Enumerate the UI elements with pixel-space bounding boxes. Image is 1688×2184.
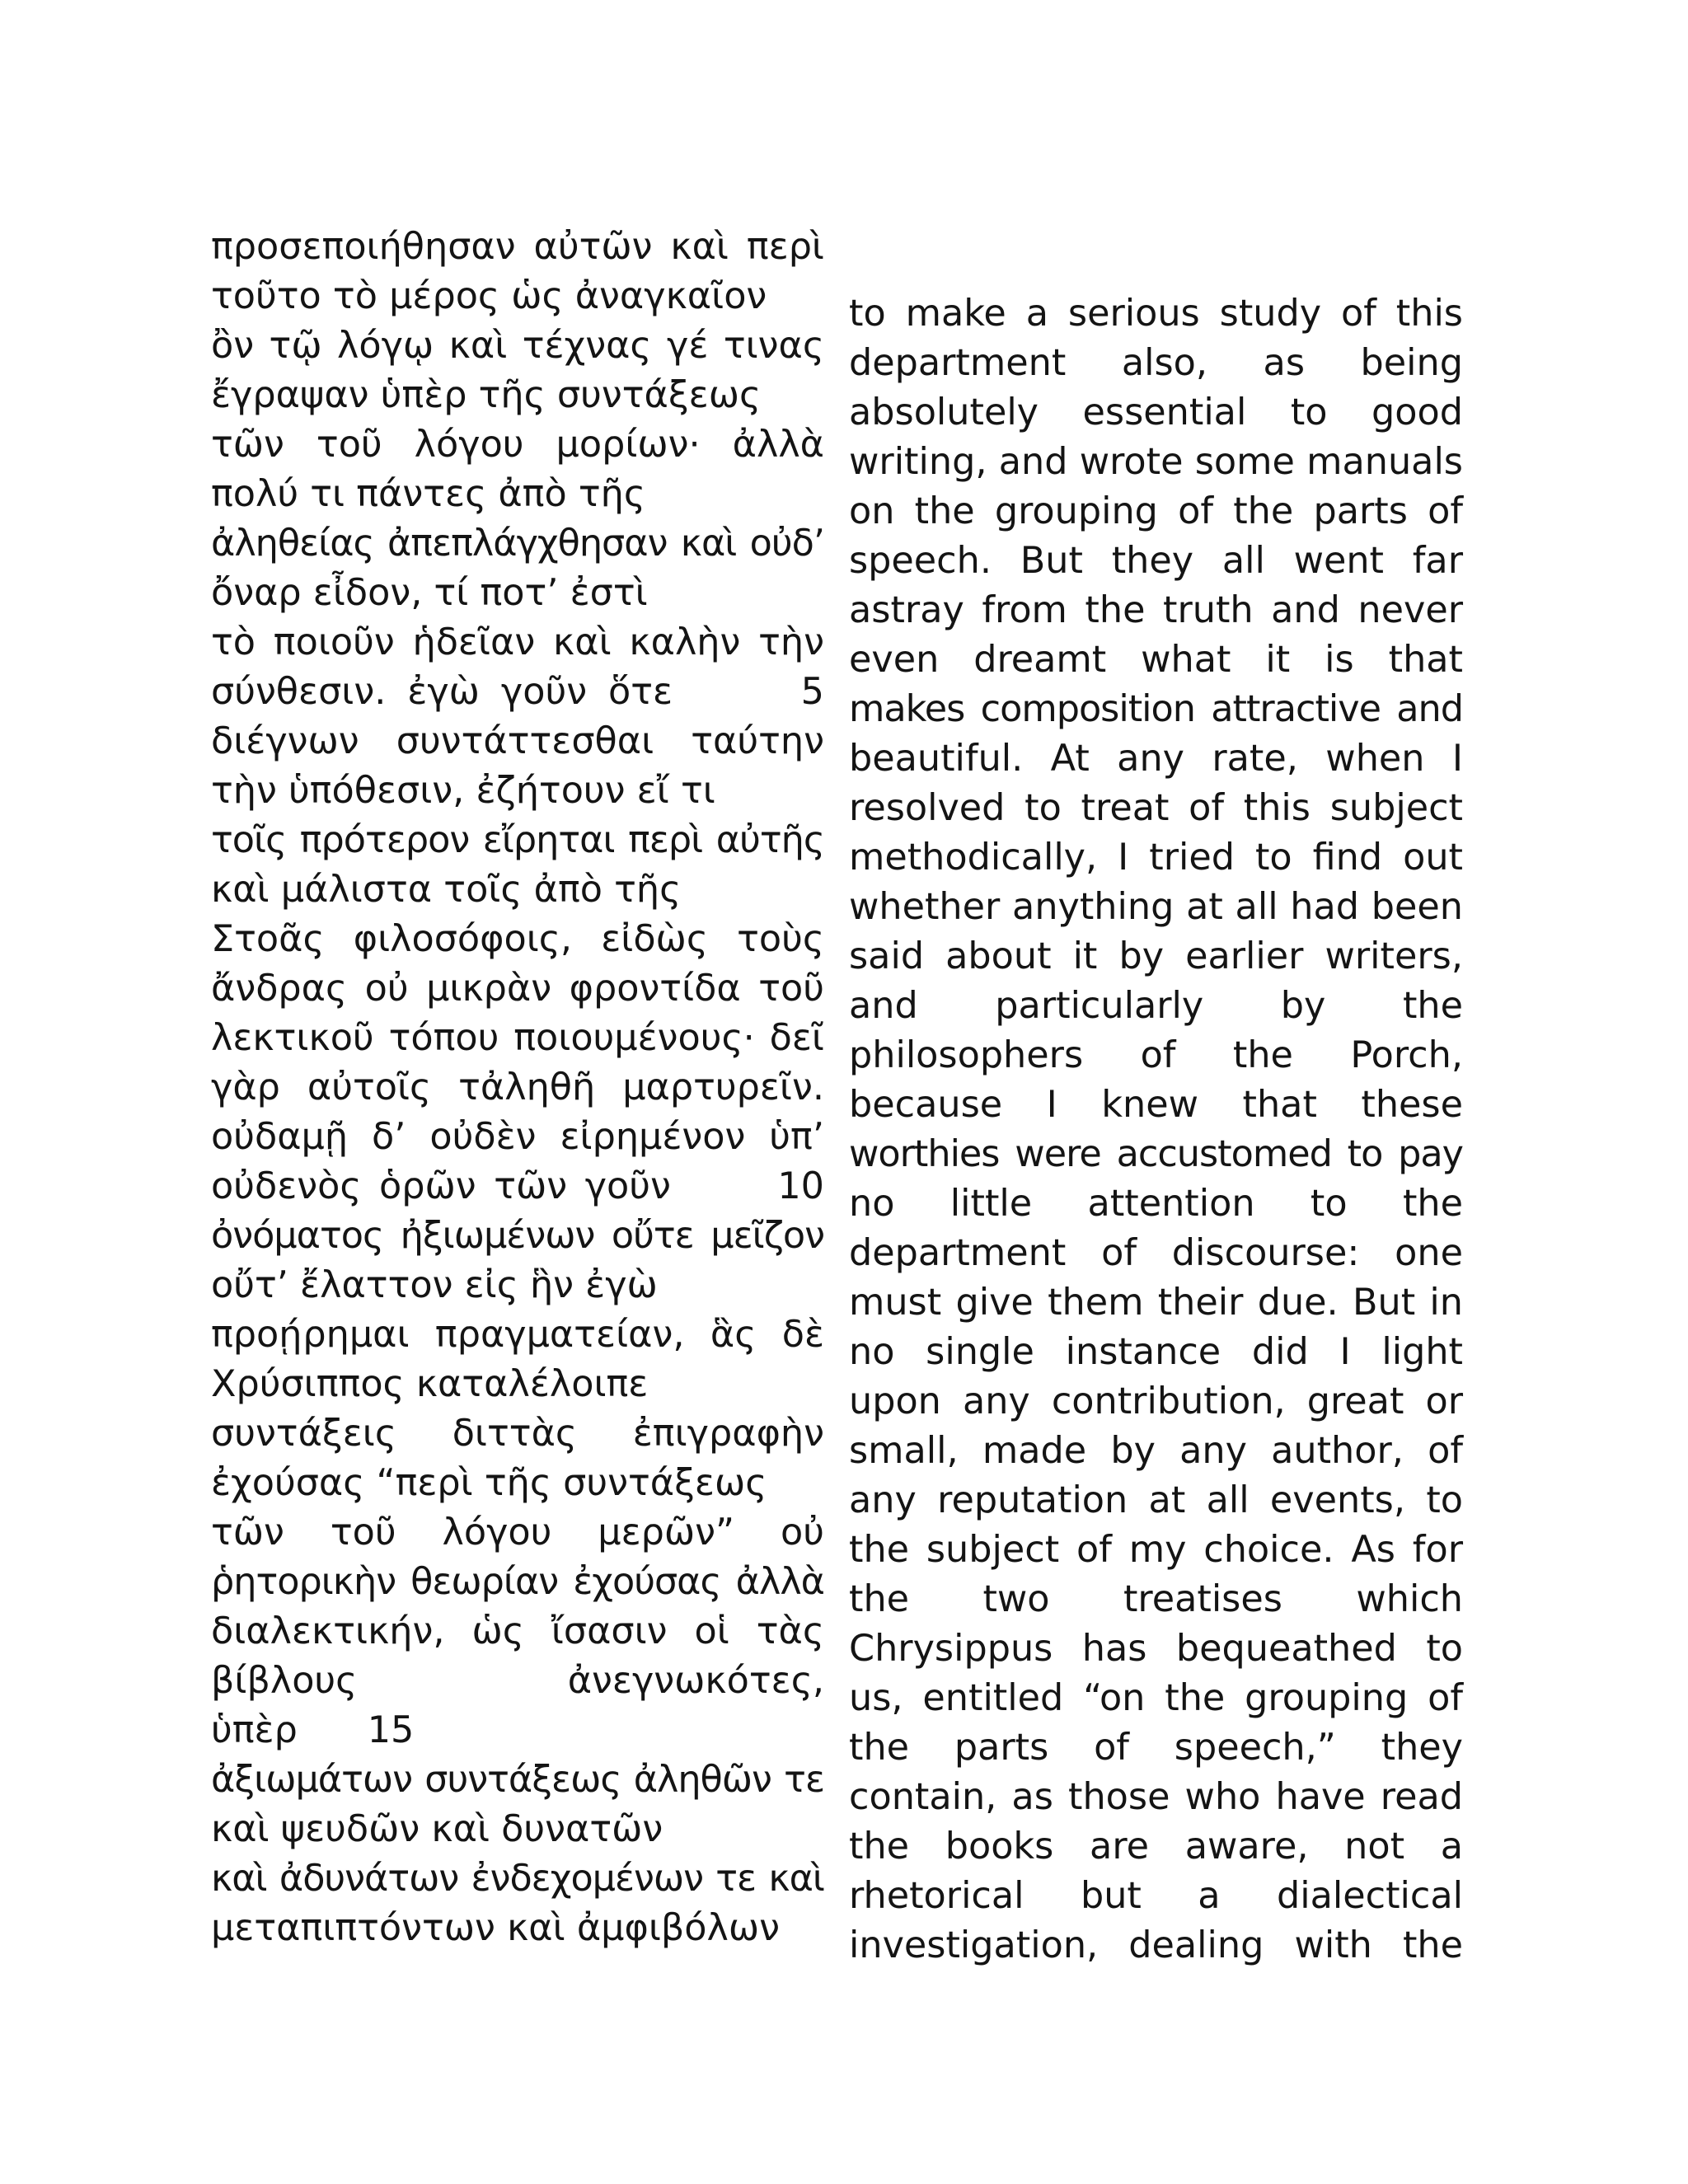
- greek-line: ἐχούσας “περὶ τῆς συντάξεως: [211, 1462, 767, 1504]
- english-line: us, entitled “on the grouping of: [849, 1677, 1463, 1719]
- greek-text-column: [211, 223, 824, 1953]
- greek-line: γὰρ αὐτοῖς τἀληθῆ μαρτυρεῖν.: [211, 1066, 824, 1108]
- greek-line: λεκτικοῦ τόπου ποιουμένους· δεῖ: [211, 1017, 824, 1059]
- greek-line: τὸ ποιοῦν ἡδεῖαν καὶ καλὴν τὴν: [211, 621, 824, 663]
- english-line: contain, as those who have read: [849, 1776, 1463, 1818]
- greek-line: σύνθεσιν. ἐγὼ γοῦν ὅτε 5: [211, 671, 824, 713]
- greek-line: τοῖς πρότερον εἴρηται περὶ αὐτῆς: [211, 819, 824, 861]
- greek-line: προῄρημαι πραγματείαν, ἃς δὲ: [211, 1314, 824, 1356]
- greek-line: τὴν ὑπόθεσιν, ἐζήτουν εἴ τι: [211, 770, 715, 812]
- greek-line: βίβλους ἀνεγνωκότες,: [211, 1660, 824, 1702]
- greek-line: τοῦτο τὸ μέρος ὡς ἀναγκαῖον: [211, 275, 767, 317]
- english-line: any reputation at all events, to: [849, 1479, 1463, 1521]
- greek-line: τῶν τοῦ λόγου μερῶν” οὐ: [211, 1511, 824, 1554]
- english-line: and particularly by the: [849, 985, 1463, 1027]
- greek-line: Στοᾶς φιλοσόφοις, εἰδὼς τοὺς: [211, 918, 824, 960]
- greek-line: τῶν τοῦ λόγου μορίων· ἀλλὰ: [211, 424, 824, 466]
- greek-line: οὐδενὸς ὁρῶν τῶν γοῦν 10: [211, 1165, 824, 1207]
- english-translation-column: [849, 289, 1463, 1971]
- english-line: beautiful. At any rate, when I: [849, 738, 1463, 780]
- greek-line: διαλεκτικήν, ὡς ἴσασιν οἱ τὰς: [211, 1610, 824, 1652]
- greek-line: καὶ μάλιστα τοῖς ἀπὸ τῆς: [211, 869, 682, 911]
- english-line: must give them their due. But in: [849, 1282, 1463, 1324]
- english-line: Chrysippus has bequeathed to: [849, 1628, 1463, 1670]
- english-line: on the grouping of the parts of: [849, 490, 1463, 532]
- greek-line: προσεποιήθησαν αὐτῶν καὶ περὶ: [211, 226, 824, 268]
- english-line: the subject of my choice. As for: [849, 1529, 1463, 1571]
- greek-line: καὶ ψευδῶν καὶ δυνατῶν: [211, 1808, 663, 1850]
- greek-line: οὐδαμῇ δ’ οὐδὲν εἰρημένον ὑπ’: [211, 1116, 824, 1158]
- english-line: worthies were accustomed to pay: [849, 1133, 1463, 1175]
- greek-line: ἄνδρας οὐ μικρὰν φροντίδα τοῦ: [211, 968, 824, 1010]
- english-line: absolutely essential to good: [849, 391, 1463, 434]
- greek-line: πολύ τι πάντες ἀπὸ τῆς: [211, 473, 645, 515]
- greek-line: ἔγραψαν ὑπὲρ τῆς συντάξεως: [211, 374, 762, 416]
- english-line: speech. But they all went far: [849, 540, 1463, 582]
- english-line: rhetorical but a dialectical: [849, 1875, 1463, 1917]
- greek-line: ἀξιωμάτων συντάξεως ἀληθῶν τε: [211, 1759, 824, 1801]
- english-line: to make a serious study of this: [849, 293, 1463, 335]
- english-line: the two treatises which: [849, 1578, 1463, 1620]
- english-line: astray from the truth and never: [849, 589, 1463, 631]
- english-line: no little attention to the: [849, 1183, 1463, 1225]
- english-line: upon any contribution, great or: [849, 1380, 1463, 1422]
- english-line: said about it by earlier writers,: [849, 935, 1463, 977]
- english-line: resolved to treat of this subject: [849, 787, 1463, 829]
- english-line: small, made by any author, of: [849, 1430, 1463, 1472]
- greek-line: ἀληθείας ἀπεπλάγχθησαν καὶ οὐδ’: [211, 523, 824, 565]
- english-line: the parts of speech,” they: [849, 1727, 1463, 1769]
- english-line: investigation, dealing with the: [849, 1924, 1463, 1966]
- greek-line: ὂν τῷ λόγῳ καὶ τέχνας γέ τινας: [211, 325, 824, 367]
- english-line: writing, and wrote some manuals: [849, 441, 1463, 483]
- greek-line: καὶ ἀδυνάτων ἐνδεχομένων τε καὶ: [211, 1858, 824, 1900]
- greek-line: οὔτ’ ἔλαττον εἰς ἣν ἐγὼ: [211, 1264, 658, 1306]
- english-line: methodically, I tried to find out: [849, 837, 1463, 879]
- greek-line: ὑπὲρ 15: [211, 1709, 415, 1751]
- english-line: makes composition attractive and: [849, 688, 1463, 730]
- english-line: philosophers of the Porch,: [849, 1034, 1463, 1076]
- english-line: no single instance did I light: [849, 1331, 1463, 1373]
- greek-line: ὄναρ εἶδον, τί ποτ’ ἐστὶ: [211, 572, 648, 614]
- english-line: the books are aware, not a: [849, 1825, 1463, 1868]
- english-line: because I knew that these: [849, 1084, 1463, 1126]
- greek-line: ὀνόματος ἠξιωμένων οὔτε μεῖζον: [211, 1215, 824, 1257]
- english-line: whether anything at all had been: [849, 886, 1463, 928]
- greek-line: διέγνων συντάττεσθαι ταύτην: [211, 720, 824, 762]
- greek-line: ῥητορικὴν θεωρίαν ἐχούσας ἀλλὰ: [211, 1561, 824, 1603]
- greek-line: συντάξεις διττὰς ἐπιγραφὴν: [211, 1413, 824, 1455]
- english-line: department also, as being: [849, 342, 1463, 384]
- english-line: department of discourse: one: [849, 1232, 1463, 1274]
- greek-line: μεταπιπτόντων καὶ ἀμφιβόλων: [211, 1907, 780, 1949]
- greek-line: Χρύσιππος καταλέλοιπε: [211, 1363, 649, 1405]
- english-line: even dreamt what it is that: [849, 639, 1463, 681]
